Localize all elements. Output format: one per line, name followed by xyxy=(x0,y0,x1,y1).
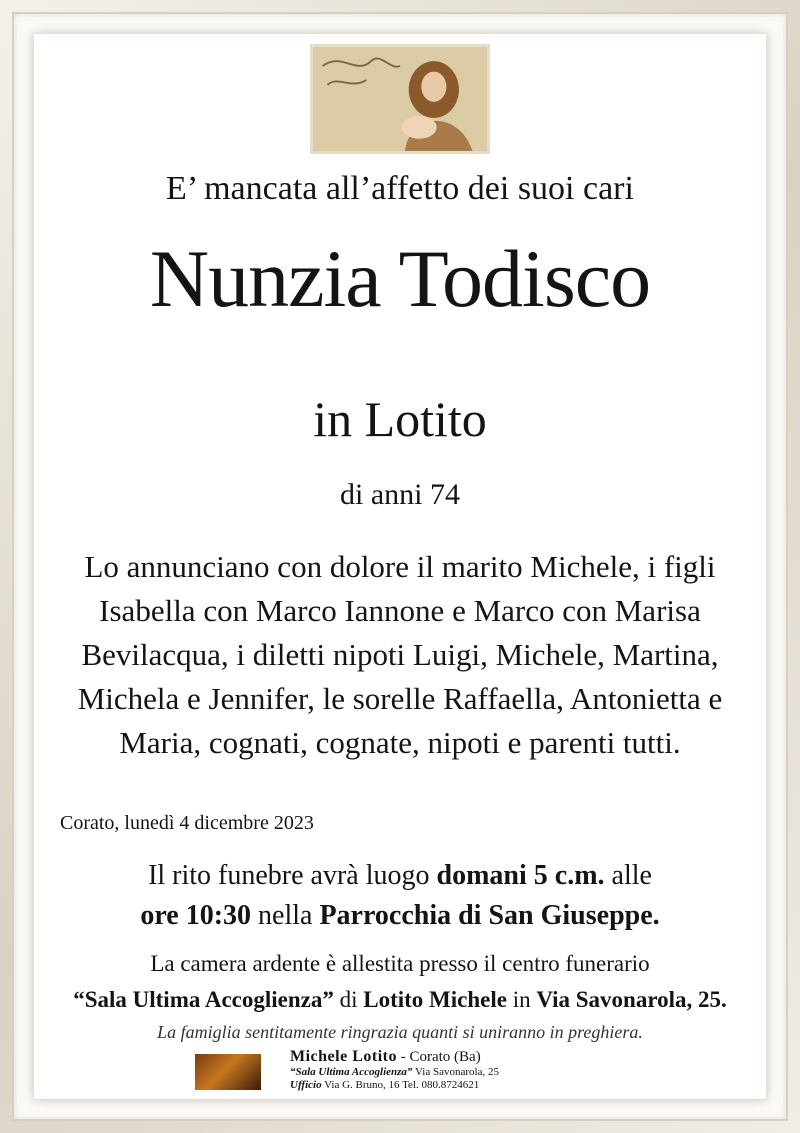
chapel-text xyxy=(30,946,770,1018)
footer-hall-line xyxy=(290,1066,499,1078)
rite-date: domani 5 c.m. xyxy=(436,860,605,891)
rite-time: ore 10:30 xyxy=(140,900,252,931)
chapel-in: in xyxy=(506,987,537,1012)
chapel-line1: La camera ardente è allestita presso il centro funerario xyxy=(150,951,650,976)
intro-line: E’ mancata all’affetto dei suoi cari xyxy=(166,170,634,207)
chapel-address: Via Savonarola, 25. xyxy=(536,987,727,1012)
chapel-owner: Lotito Michele xyxy=(363,987,507,1012)
footer-office-address: Via G. Bruno, 16 Tel. 080.8724621 xyxy=(321,1079,480,1091)
announcement-text: Lo annunciano con dolore il marito Michele, i figli Isabella con Marco Iannone e Marco con Marisa Bevilacqua, i diletti nipoti Luigi, Michele, Martina, Michela e Jennifer, le sorelle Raffaella, Antonietta e Maria, cognati, cognate, nipoti e parenti tutti. xyxy=(77,549,723,760)
place-date: Corato, lunedì 4 dicembre 2023 xyxy=(60,812,314,834)
footer-office-line xyxy=(290,1079,479,1091)
married-name: in Lotito xyxy=(313,391,487,447)
footer-hall: “Sala Ultima Accoglienza” xyxy=(290,1066,413,1078)
rite-church: Parrocchia di San Giuseppe. xyxy=(319,900,660,931)
rite-part1: Il rito funebre avrà luogo xyxy=(148,860,437,891)
chapel-di: di xyxy=(333,987,364,1012)
madonna-and-child-icon xyxy=(310,44,490,154)
footer-office-label: Ufficio xyxy=(290,1079,322,1091)
footer-company: Michele Lotito xyxy=(290,1048,397,1065)
funeral-home-footer xyxy=(195,1048,615,1092)
chapel-hall: “Sala Ultima Accoglienza” xyxy=(73,987,334,1012)
funeral-home-logo-icon xyxy=(195,1054,261,1090)
thanks-line: La famiglia sentitamente ringrazia quanti si uniranno in preghiera. xyxy=(157,1022,643,1042)
funeral-rite-text xyxy=(40,856,760,936)
rite-part3: nella xyxy=(251,900,320,931)
deceased-name: Nunzia Todisco xyxy=(149,233,651,324)
rite-part2: alle xyxy=(604,860,652,891)
age-line: di anni 74 xyxy=(340,478,460,511)
footer-company-line xyxy=(290,1048,481,1066)
footer-hall-address: Via Savonarola, 25 xyxy=(412,1066,499,1078)
footer-city: - Corato (Ba) xyxy=(396,1049,481,1065)
